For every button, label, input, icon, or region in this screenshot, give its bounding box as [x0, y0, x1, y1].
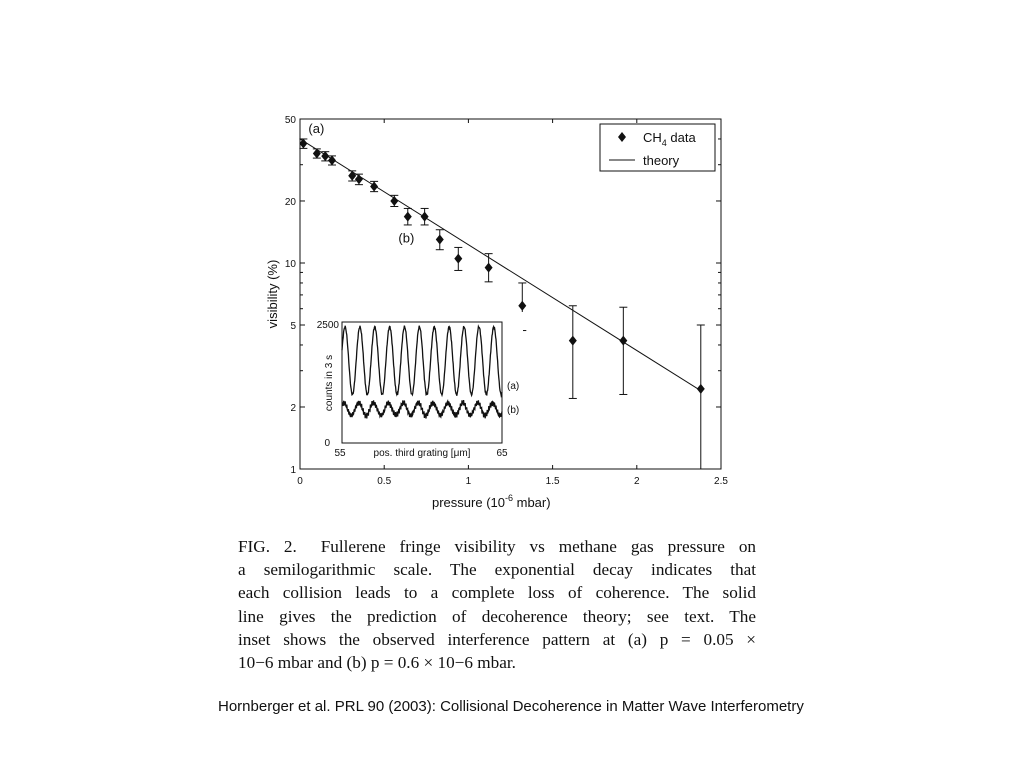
data-point [348, 171, 356, 181]
figure-caption [238, 535, 756, 674]
x-tick-label: 0 [297, 476, 303, 487]
caption-fig-label: FIG. 2. [238, 537, 297, 556]
diamond-marker [697, 384, 705, 394]
diamond-marker [421, 212, 429, 222]
caption-line: Fullerene fringe visibility vs methane gas pressure on [320, 537, 757, 556]
y-axis-label: visibility (%) [265, 259, 280, 329]
legend-data-label: $CH_4$ data [643, 130, 696, 148]
caption-line: each collision leads to a complete loss of coherence. The solid [238, 583, 756, 603]
y-tick-label: 5 [290, 321, 296, 333]
diamond-marker [390, 196, 398, 206]
y-tick-label: 1 [290, 465, 296, 476]
x-tick-label: 1 [465, 476, 472, 487]
y-tick-label: 50 [284, 115, 296, 126]
x-tick-label: 2.5 [714, 476, 728, 487]
inset-x-axis-label: pos. third grating [μm] [373, 448, 471, 459]
caption-line: 10−6 mbar and (b) p = 0.6 × 10−6 mbar. [238, 653, 516, 673]
data-point [485, 254, 493, 282]
data-point [404, 208, 412, 225]
data-point [313, 149, 321, 159]
data-point [370, 181, 378, 191]
x-tick-label: 2 [634, 476, 640, 487]
data-point [436, 230, 444, 250]
diamond-marker [436, 235, 444, 245]
y-tick-label: 2 [290, 402, 296, 414]
diamond-marker [370, 182, 378, 192]
data-point [619, 307, 627, 394]
x-axis-label: pressure ($10^{-6}$ mbar) [432, 493, 551, 510]
diamond-marker [299, 139, 307, 149]
x-tick-label: 0.5 [377, 476, 392, 487]
inset-chart [313, 312, 523, 464]
y-tick-label: 10 [284, 258, 296, 270]
annotation-a: (a) [308, 120, 325, 136]
inset-x-tick-left: 55 [334, 448, 346, 459]
data-point [697, 325, 705, 469]
data-point [454, 247, 462, 270]
diamond-marker [404, 212, 412, 222]
diamond-marker [569, 336, 577, 346]
caption-line: a semilogarithmic scale. The exponential decay indicates that [238, 560, 756, 580]
inset-label-a: (a) [507, 381, 520, 392]
caption-line: line gives the prediction of decoherence theory; see text. The [238, 606, 756, 626]
y-tick-label: 20 [284, 196, 296, 208]
inset-y-tick-top: 2500 [316, 320, 339, 331]
legend-theory-label: theory [643, 153, 680, 168]
annotation-b: (b) [398, 230, 415, 246]
x-tick-label: 1.5 [545, 476, 560, 487]
diamond-marker [454, 254, 462, 264]
legend [600, 124, 715, 171]
data-point [355, 174, 363, 185]
citation-text: Hornberger et al. PRL 90 (2003): Collisional Decoherence in Matter Wave Interferometry [218, 698, 804, 715]
data-point [421, 208, 429, 225]
data-point [569, 306, 577, 399]
diamond-marker [518, 301, 526, 311]
data-point [299, 139, 307, 149]
inset-y-tick-bottom: 0 [324, 438, 330, 449]
diamond-marker [485, 263, 493, 273]
inset-label-b: (b) [507, 405, 520, 416]
inset-y-axis-label: counts in 3 s [324, 354, 335, 412]
caption-line: inset shows the observed interference pattern at (a) p = 0.05 × [238, 629, 756, 649]
inset-x-tick-right: 65 [496, 448, 508, 459]
diamond-marker [313, 149, 321, 159]
